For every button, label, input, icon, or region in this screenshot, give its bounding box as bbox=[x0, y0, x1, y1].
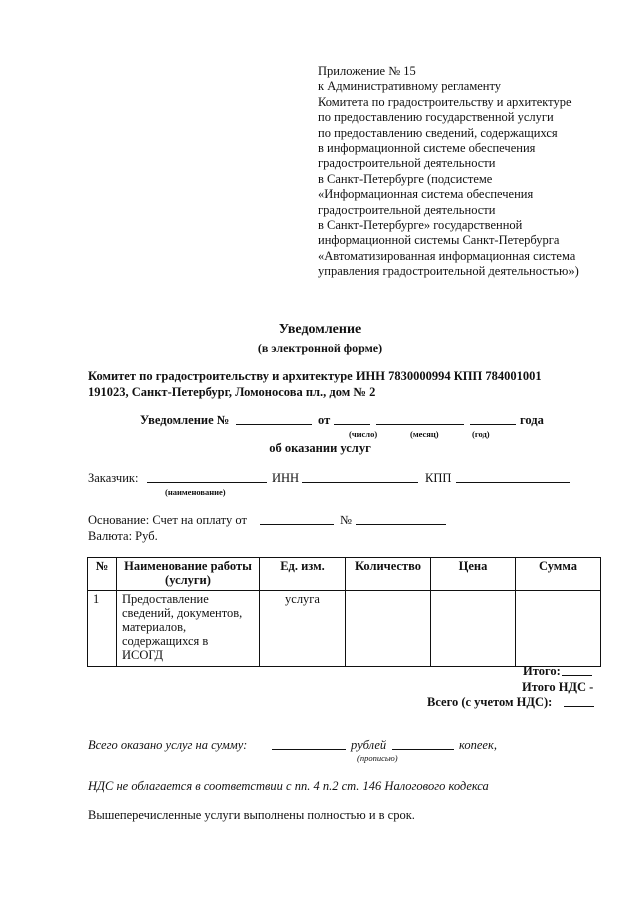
row-name-line: материалов, bbox=[122, 620, 187, 634]
sum-rubles-field[interactable] bbox=[272, 738, 346, 750]
annex-line: градостроительной деятельности bbox=[318, 202, 496, 217]
services-title: об оказании услуг bbox=[269, 441, 371, 455]
row-sum[interactable] bbox=[516, 591, 601, 667]
invoice-date-field[interactable] bbox=[260, 513, 334, 525]
annex-line: к Административному регламенту bbox=[318, 79, 502, 94]
row-qty[interactable] bbox=[346, 591, 431, 667]
inn-label: ИНН bbox=[272, 471, 300, 485]
kpp-label: КПП bbox=[425, 471, 452, 485]
annex-line: в Санкт-Петербурге (подсистеме bbox=[318, 171, 493, 186]
annex-line: управления градостроительной деятельностью») bbox=[318, 264, 579, 279]
header-unit: Ед. изм. bbox=[260, 558, 346, 591]
month-hint: (месяц) bbox=[410, 429, 439, 439]
header-price: Цена bbox=[431, 558, 516, 591]
from-label: от bbox=[318, 413, 331, 427]
customer-label: Заказчик: bbox=[88, 471, 139, 485]
row-name-line: сведений, документов, bbox=[122, 606, 243, 620]
inn-field[interactable] bbox=[302, 471, 418, 483]
grand-total-field[interactable] bbox=[564, 695, 594, 707]
annex-block bbox=[318, 64, 579, 280]
grand-total-label: Всего (с учетом НДС): bbox=[427, 695, 553, 709]
row-name-line: Предоставление bbox=[122, 592, 209, 606]
currency: Валюта: Руб. bbox=[88, 529, 158, 543]
basis-label: Основание: Счет на оплату от bbox=[88, 513, 247, 527]
vat-total-label: Итого НДС - bbox=[522, 680, 594, 694]
row-unit: услуга bbox=[260, 591, 346, 667]
header-sum: Сумма bbox=[516, 558, 601, 591]
doc-title: Уведомление bbox=[278, 322, 362, 337]
sum-label: Всего оказано услуг на сумму: bbox=[88, 738, 248, 752]
sum-kopecks-field[interactable] bbox=[392, 738, 454, 750]
table-header-row bbox=[88, 558, 601, 591]
org-line-2: 191023, Санкт-Петербург, Ломоносова пл., дом № 2 bbox=[88, 385, 376, 399]
kopecks-label: копеек, bbox=[459, 738, 497, 752]
name-hint: (наименование) bbox=[165, 487, 226, 497]
annex-line: «Автоматизированная информационная система bbox=[318, 248, 576, 263]
annex-line: Комитета по градостроительству и архитектуре bbox=[318, 94, 572, 109]
year-hint: (год) bbox=[472, 429, 490, 439]
kpp-field[interactable] bbox=[456, 471, 570, 483]
annex-line: Приложение № 15 bbox=[318, 64, 416, 78]
year-label: года bbox=[520, 413, 544, 427]
total-field[interactable] bbox=[562, 664, 592, 676]
total-label: Итого: bbox=[523, 664, 561, 678]
row-name-line: ИСОГД bbox=[122, 648, 164, 662]
completion-statement: Вышеперечисленные услуги выполнены полностью и в срок. bbox=[88, 808, 415, 822]
notice-number-field[interactable] bbox=[236, 413, 312, 425]
annex-line: в Санкт-Петербурге» государственной bbox=[318, 218, 523, 233]
vat-note: НДС не облагается в соответствии с пп. 4 п.2 ст. 146 Налогового кодекса bbox=[88, 779, 489, 793]
rubles-label: рублей bbox=[351, 738, 387, 752]
row-num: 1 bbox=[88, 591, 117, 667]
customer-name-field[interactable] bbox=[147, 471, 267, 483]
annex-line: «Информационная система обеспечения bbox=[318, 187, 534, 202]
items-table bbox=[87, 557, 601, 667]
annex-line: информационной системы Санкт-Петербурга bbox=[318, 233, 560, 248]
doc-subtitle: (в электронной форме) bbox=[257, 341, 383, 355]
header-qty: Количество bbox=[346, 558, 431, 591]
words-hint: (прописью) bbox=[357, 753, 398, 763]
month-field[interactable] bbox=[376, 413, 464, 425]
year-field[interactable] bbox=[470, 413, 516, 425]
invoice-number-label: № bbox=[340, 513, 352, 527]
row-name-line: содержащихся в bbox=[122, 634, 209, 648]
day-hint: (число) bbox=[349, 429, 378, 439]
annex-line: в информационной системе обеспечения bbox=[318, 141, 536, 156]
notice-label: Уведомление № bbox=[140, 413, 230, 427]
row-name bbox=[117, 591, 260, 667]
annex-line: по предоставлению сведений, содержащихся bbox=[318, 125, 558, 140]
header-name: Наименование работы (услуги) bbox=[117, 558, 260, 591]
table-row bbox=[88, 591, 601, 667]
day-field[interactable] bbox=[334, 413, 370, 425]
annex-line: по предоставлению государственной услуги bbox=[318, 110, 554, 125]
header-num: № bbox=[88, 558, 117, 591]
org-line-1: Комитет по градостроительству и архитектуре ИНН 7830000994 КПП 784001001 bbox=[88, 369, 542, 383]
row-price[interactable] bbox=[431, 591, 516, 667]
invoice-number-field[interactable] bbox=[356, 513, 446, 525]
annex-line: градостроительной деятельности bbox=[318, 156, 496, 171]
